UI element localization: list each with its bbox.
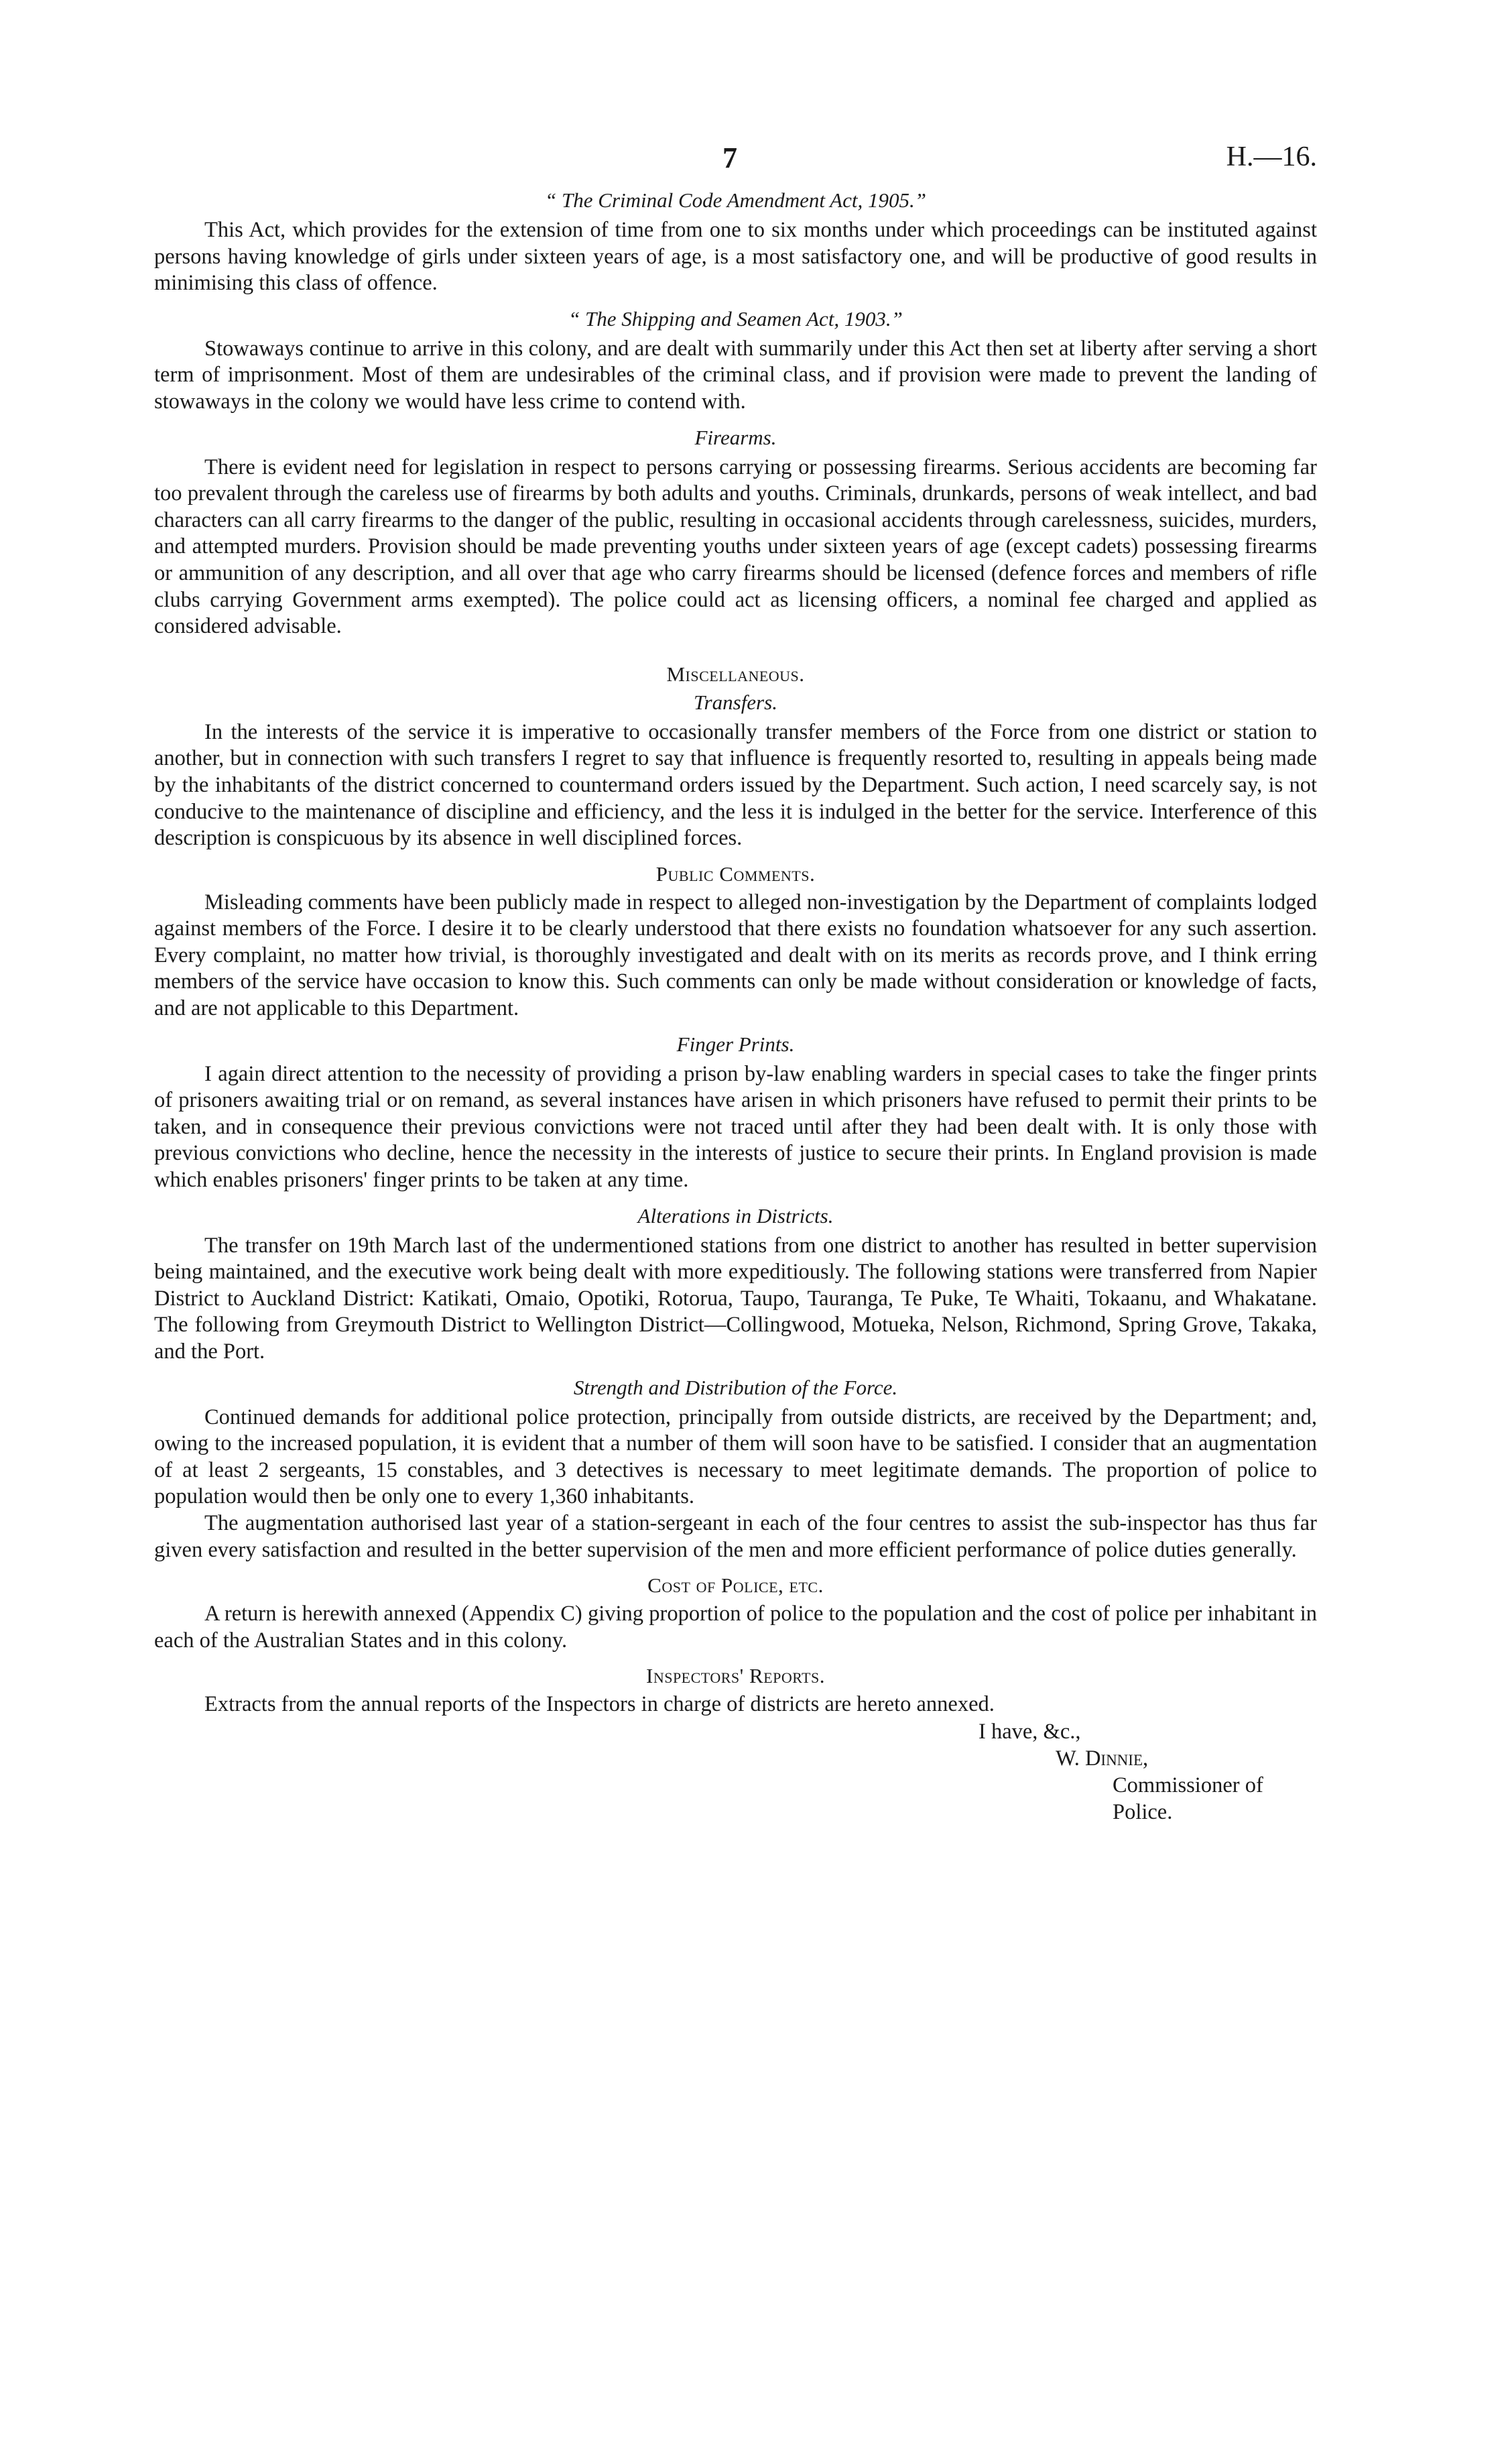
- signature-block: [824, 1718, 1317, 1826]
- paragraph: Stowaways continue to arrive in this colony, and are dealt with summarily under this Act then set at liberty after serving a short term of imprisonment. Most of them are undesirables of the criminal class, and if provision were made to prevent the landing of stowaways in the colony we would have less crime to contend with.: [154, 336, 1317, 414]
- section-firearms: [154, 425, 1317, 640]
- paragraph: I again direct attention to the necessity of providing a prison by-law enabling warders in special cases to take the finger prints of prisoners awaiting trial or on remand, as several instances have arisen in which prisoners have refused to permit their prints to be taken, and in consequence their previous convictions were not traced until after they had been dealt with. It is only those with previous convictions who decline, hence the necessity in the interests of justice to secure their prints. In England provision is made which enables prisoners' finger prints to be taken at any time.: [154, 1061, 1317, 1193]
- closing-line: I have, &c.,: [979, 1719, 1081, 1744]
- section-heading: Inspectors' Reports.: [646, 1664, 825, 1688]
- section-heading: Alterations in Districts.: [637, 1203, 834, 1228]
- section-finger-prints: [154, 1032, 1317, 1194]
- section-heading: Public Comments.: [655, 861, 816, 886]
- page-header: [154, 141, 1317, 188]
- section-criminal-code: [154, 188, 1317, 297]
- section-heading: Finger Prints.: [676, 1032, 795, 1056]
- paragraph: Misleading comments have been publicly made in respect to alleged non-investigation by the Department of complaints lodged against members of the Force. I desire it to be clearly understood that there exists no foundation whatsoever for any such assertion. Every complaint, no matter how trivial, is thoroughly investigated and dealt with on its merits as records prove, and I think erring members of the service have occasion to know this. Such comments can only be made without consideration or knowledge of facts, and are not applicable to this Department.: [154, 890, 1317, 1021]
- section-inspectors-reports: [154, 1663, 1317, 1718]
- signatory-title: Commissioner of Police.: [1113, 1773, 1263, 1824]
- section-heading: “ The Criminal Code Amendment Act, 1905.”: [545, 188, 926, 212]
- document-reference: H.—16.: [1226, 141, 1317, 172]
- paragraph: A return is herewith annexed (Appendix C) giving proportion of police to the population and the cost of police per inhabitant in each of the Australian States and in this colony.: [154, 1602, 1317, 1653]
- paragraph: There is evident need for legislation in respect to persons carrying or possessing firearms. Serious accidents are becoming far too prevalent through the careless use of firearms by both adults and youths. Criminals, drunkards, persons of weak intellect, and bad characters can all carry firearms to the danger of the public, resulting in occasional accidents through carelessness, suicides, murders, and attempted murders. Provision should be made preventing youths under sixteen years of age (except cadets) possessing firearms or ammunition of any description, and all over that age who carry firearms should be licensed (defence forces and members of rifle clubs carrying Government arms exempted). The police could act as licensing officers, a nominal fee charged and applied as considered advisable.: [154, 455, 1317, 639]
- section-heading: Firearms.: [694, 425, 777, 449]
- paragraph: Extracts from the annual reports of the Inspectors in charge of districts are hereto annexed.: [204, 1692, 995, 1717]
- page-number: 7: [722, 141, 737, 174]
- section-strength-distribution: [154, 1375, 1317, 1564]
- paragraph: Continued demands for additional police protection, principally from outside districts, are received by the Department; and, owing to the increased population, it is evident that a number of them will soon have to be satisfied. I consider that an augmentation of at least 2 sergeants, 15 constables, and 3 detectives is necessary to meet legitimate demands. The proportion of police to population would then be only one to every 1,360 inhabitants.: [154, 1405, 1317, 1509]
- section-heading-miscellaneous: Miscellaneous.: [666, 662, 805, 686]
- section-heading: “ The Shipping and Seamen Act, 1903.”: [568, 306, 903, 331]
- section-cost-of-police: [154, 1573, 1317, 1654]
- section-alterations-in-districts: [154, 1203, 1317, 1366]
- paragraph: The augmentation authorised last year of a station-sergeant in each of the four centres to assist the sub-inspector has thus far given every satisfaction and resulted in the better supervision of the men and more efficient performance of police duties generally.: [154, 1510, 1317, 1562]
- paragraph: In the interests of the service it is imperative to occasionally transfer members of the Force from one district or station to another, but in connection with such transfers I regret to say that influence is frequently resorted to, resulting in appeals being made by the inhabitants of the district concerned to countermand orders issued by the Department. Such action, I need scarcely say, is not conducive to the maintenance of discipline and efficiency, and the less it is indulged in the better for the service. Interference of this description is conspicuous by its absence in well disciplined forces.: [154, 719, 1317, 851]
- section-heading: Strength and Distribution of the Force.: [573, 1375, 898, 1399]
- section-transfers: [154, 690, 1317, 852]
- paragraph: The transfer on 19th March last of the undermentioned stations from one district to another has resulted in better supervision being maintained, and the executive work being dealt with more expeditiously. The following stations were transferred from Napier District to Auckland District: Katikati, Omaio, Opotiki, Rotorua, Taupo, Tauranga, Te Puke, Te Whaiti, Tokaanu, and Whakatane. The following from Greymouth District to Wellington District—Collingwood, Motueka, Nelson, Richmond, Spring Grove, Takaka, and the Port.: [154, 1233, 1317, 1364]
- section-shipping-act: [154, 306, 1317, 416]
- section-heading: Cost of Police, etc.: [647, 1573, 824, 1598]
- paragraph: This Act, which provides for the extension of time from one to six months under which proceedings can be instituted against persons having knowledge of girls under sixteen years of age, is a most satisfactory one, and will be productive of good results in minimising this class of offence.: [154, 218, 1317, 296]
- document-page: [154, 141, 1317, 1826]
- signatory-name: W. Dinnie,: [1056, 1746, 1149, 1771]
- section-heading: Transfers.: [694, 690, 777, 714]
- section-public-comments: [154, 861, 1317, 1022]
